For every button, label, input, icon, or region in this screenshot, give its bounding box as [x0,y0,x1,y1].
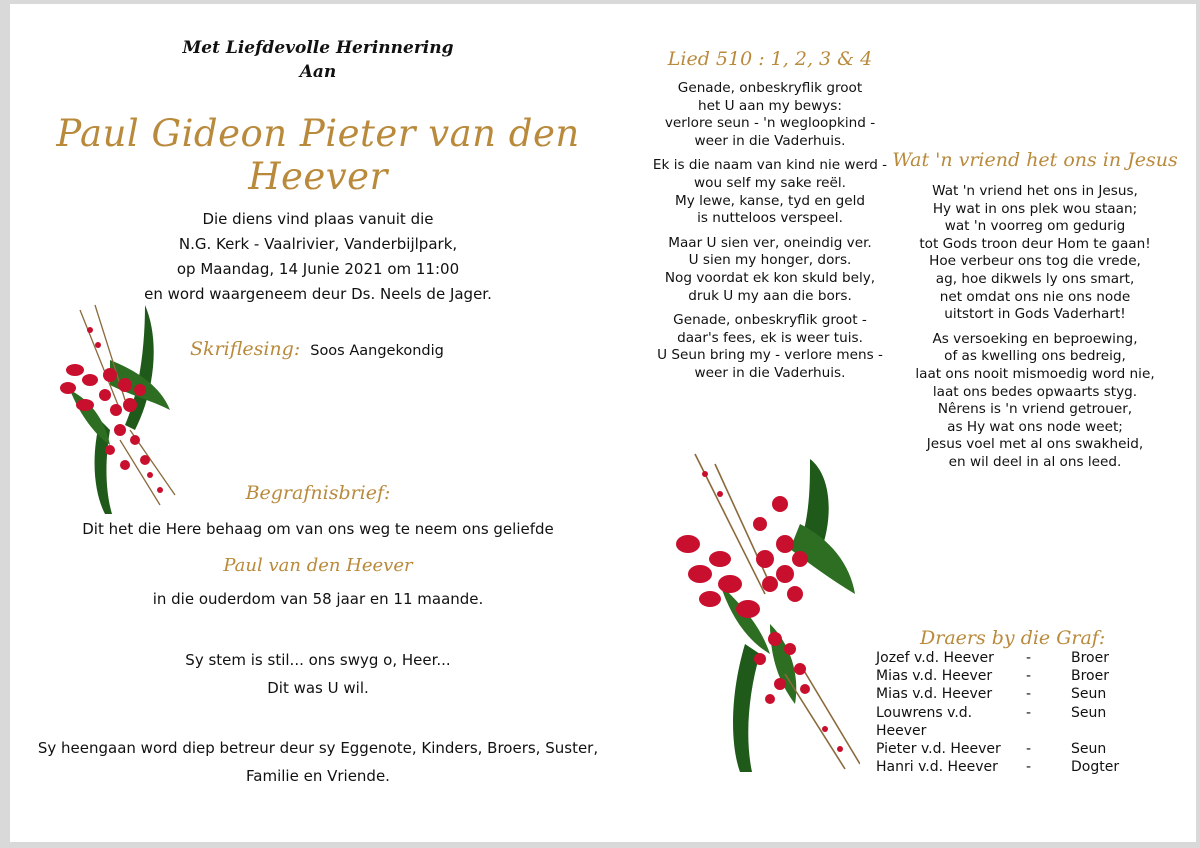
stanza [620,312,920,382]
verse-line: Jesus voel met al ons swakheid, [926,436,1144,453]
verse-line: Genade, onbeskryflik groot [677,80,863,96]
verse-line: Maar U sien ver, oneindig ver. [668,234,872,251]
mourn-line: Familie en Vriende. [246,767,390,785]
verse-line: druk U my aan die bors. [688,287,852,304]
bearer-name: Louwrens v.d. Heever [876,704,973,739]
quote-line: Sy stem is stil... ons swyg o, Heer... [185,651,451,669]
verse-line: U sien my honger, dors. [688,252,852,269]
bearer-dash: - [1026,668,1032,685]
verse-line: verlore seun - 'n wegloopkind - [664,115,876,132]
hymn1-title: Lied 510 : 1, 2, 3 & 4 [667,48,873,70]
verse-line: tot Gods troon deur Hom te gaan! [919,235,1151,252]
verse-line: weer in die Vaderhuis. [694,132,846,149]
verse-line: Wat 'n vriend het ons in Jesus, [932,183,1138,199]
verse-line: Nêrens is 'n vriend getrouer, [937,401,1133,418]
bearer-row [876,685,1119,703]
bearer-dash: - [1026,650,1032,666]
bearer-name: Mias v.d. Heever [876,686,993,703]
short-name: Paul van den Heever [223,555,413,576]
verse-line: net omdat ons nie ons node [939,288,1131,305]
verse-line: laat ons bedes opwaarts styg. [932,383,1138,400]
verse-line: My lewe, kanse, tyd en geld [674,192,866,209]
verse-line: as Hy wat ons node weet; [947,418,1123,435]
service-line: op Maandag, 14 Junie 2021 om 11:00 [176,260,460,278]
hymn2-title: Wat 'n vriend het ons in Jesus [892,149,1178,171]
letter-intro: Dit het die Here behaag om van ons weg te neem ons geliefde [82,520,554,538]
stanza [890,331,1180,472]
scripture-reading [190,338,444,360]
verse-line: Hy wat in ons plek wou staan; [932,200,1138,217]
bearer-row [876,649,1119,667]
verse-line: As versoeking en beproewing, [932,330,1138,347]
hymn1-text [620,80,920,390]
bearer-row [876,758,1119,776]
service-line: Die diens vind plaas vanuit die [202,210,434,228]
hymn2-text [890,183,1180,479]
verse-line: en wil deel in al ons leed. [948,453,1122,470]
verse-line: of as kwelling ons bedreig, [944,348,1126,365]
flower-arrangement-image [660,444,860,774]
verse-line: U Seun bring my - verlore mens - [657,347,883,364]
verse-line: is nutteloos verspeel. [697,210,843,227]
bearer-dash: - [1026,704,1032,721]
verse-line: laat ons nooit mismoedig word nie, [915,365,1155,382]
bearer-name: Pieter v.d. Heever [876,741,1001,758]
verse-line: uitstort in Gods Vaderhart! [944,306,1126,323]
verse-line: Ek is die naam van kind nie werd - [652,157,888,174]
quote-line: Dit was U wil. [267,679,369,697]
bearer-relation: Seun [1071,704,1107,721]
bearer-name: Hanri v.d. Heever [876,759,998,776]
bearer-relation: Seun [1071,741,1107,758]
left-panel [10,4,626,842]
verse-line: weer in die Vaderhuis. [694,364,846,381]
service-line: N.G. Kerk - Vaalrivier, Vanderbijlpark, [178,235,458,253]
stanza [620,80,920,150]
bearers-list [876,649,1119,776]
bearer-dash: - [1026,741,1032,758]
bearer-row [876,704,1119,740]
verse-line: Nog voordat ek kon skuld bely, [664,269,876,286]
age-line: in die ouderdom van 58 jaar en 11 maande. [152,590,484,608]
full-name: Paul Gideon Pieter van den Heever [56,112,580,198]
verse-line: wat 'n voorreg om gedurig [944,218,1126,235]
verse-line: het U aan my bewys: [698,97,842,114]
bearer-relation: Seun [1071,686,1107,703]
heading-line1: Met Liefdevolle Herinnering [182,38,454,58]
verse-line: daar's fees, ek is weer tuis. [677,329,863,346]
verse-line: wou self my sake reël. [694,174,846,191]
stanza [620,157,920,227]
bearer-row [876,740,1119,758]
service-line: en word waargeneem deur Ds. Neels de Jager. [144,285,492,303]
bearers-title: Draers by die Graf: [920,627,1106,649]
bearer-dash: - [1026,759,1032,776]
mourn-line: Sy heengaan word diep betreur deur sy Eggenote, Kinders, Broers, Suster, [37,739,599,757]
funeral-program [10,4,1196,842]
verse-line: Genade, onbeskryflik groot - [673,312,867,329]
scripture-label: Skriflesing: [190,338,301,360]
verse-line: Hoe verbeur ons tog die vrede, [929,253,1141,270]
heading-line2: Aan [299,62,337,82]
verse-line: ag, hoe dikwels ly ons smart, [935,270,1135,287]
bearer-dash: - [1026,686,1032,703]
bearer-name: Mias v.d. Heever [876,668,993,685]
stanza [890,183,1180,324]
bearer-name: Jozef v.d. Heever [876,650,994,666]
bearer-relation: Dogter [1071,759,1120,776]
letter-title: Begrafnisbrief: [245,482,391,504]
scripture-value: Soos Aangekondig [310,343,444,359]
bearer-relation: Broer [1071,650,1109,666]
bearer-row [876,667,1119,685]
bearer-relation: Broer [1071,668,1109,685]
stanza [620,235,920,305]
